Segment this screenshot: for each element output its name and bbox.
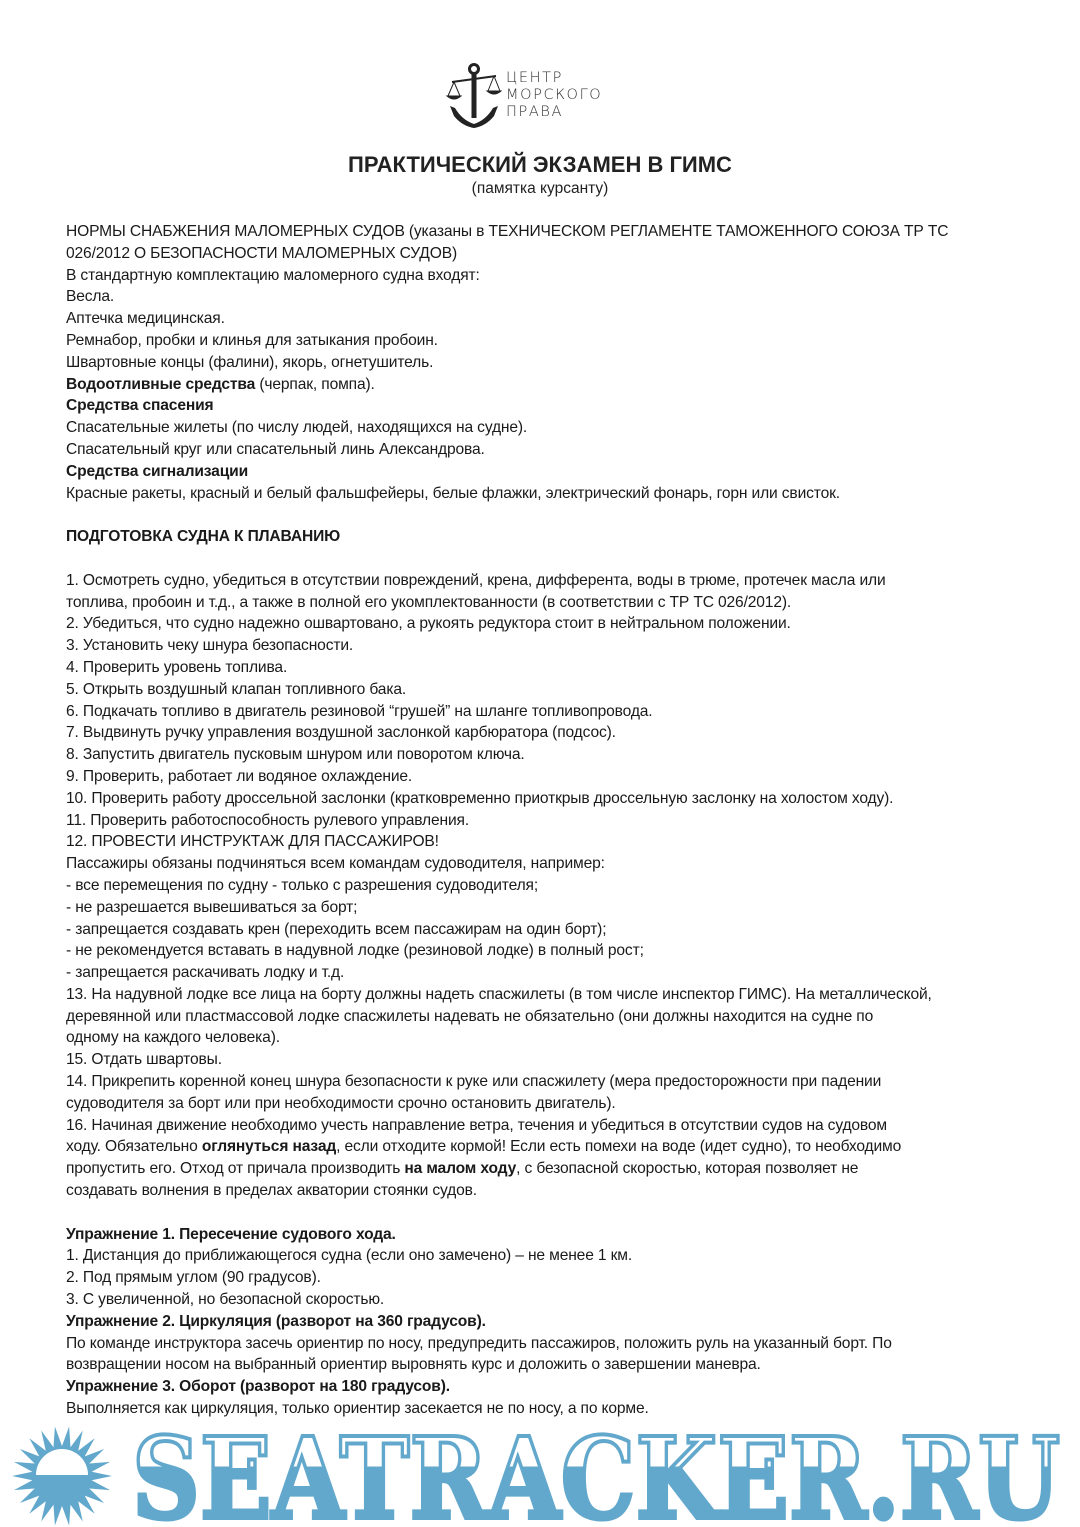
- logo-line: ПРАВА: [506, 104, 563, 120]
- text-line: [66, 526, 1026, 548]
- text-line: [66, 286, 1026, 308]
- bold-text: ПОДГОТОВКА СУДНА К ПЛАВАНИЮ: [66, 528, 341, 546]
- anchor-scales-icon: [446, 62, 502, 128]
- text-line: [66, 330, 1026, 352]
- text: 3. С увеличенной, но безопасной скоростью.: [66, 1291, 385, 1309]
- text: - запрещается раскачивать лодку и т.д.: [66, 964, 345, 982]
- text: 3. Установить чеку шнура безопасности.: [66, 637, 354, 655]
- text-line: [66, 679, 1026, 701]
- text: 11. Проверить работоспособность рулевого управления.: [66, 811, 470, 829]
- text-line: [66, 1354, 1026, 1376]
- text-line: [66, 919, 1026, 941]
- text: , если отходите кормой! Если есть помехи на воде (идет судно), то необходимо: [336, 1138, 902, 1156]
- text-line: [66, 439, 1026, 461]
- text: топлива, пробоин и т.д., а также в полной его укомплектованности (в соответствии с ТР ТС 026/2012).: [66, 593, 792, 611]
- text-line: [66, 1376, 1026, 1398]
- blank-line: [66, 548, 1026, 570]
- text-line: [66, 940, 1026, 962]
- text-line: [66, 1180, 1026, 1202]
- text-line: [66, 1224, 1026, 1246]
- text-line: [66, 374, 1026, 396]
- text-line: [66, 417, 1026, 439]
- text: 1. Осмотреть судно, убедиться в отсутствии повреждений, крена, дифферента, воды в трюме, протечек масла или: [66, 571, 886, 589]
- text: НОРМЫ СНАБЖЕНИЯ МАЛОМЕРНЫХ СУДОВ (указаны в ТЕХНИЧЕСКОМ РЕГЛАМЕНТЕ ТАМОЖЕННОГО СОЮЗА ТР ТС: [66, 223, 949, 240]
- text-line: [66, 265, 1026, 287]
- text: 4. Проверить уровень топлива.: [66, 658, 288, 676]
- logo-line: МОРСКОГО: [506, 87, 603, 103]
- bold-text: на малом ходу: [404, 1160, 517, 1178]
- watermark-text: SEATRACKER.RU: [132, 1424, 1060, 1527]
- text: - не разрешается вывешиваться за борт;: [66, 898, 358, 916]
- text: - запрещается создавать крен (переходить всем пассажирам на один борт);: [66, 920, 607, 938]
- text: 1. Дистанция до приближающегося судна (если оно замечено) – не менее 1 км.: [66, 1247, 633, 1265]
- text-line: [66, 570, 1026, 592]
- bold-text: оглянуться назад: [201, 1138, 337, 1156]
- text-line: [66, 613, 1026, 635]
- text: 8. Запустить двигатель пусковым шнуром или поворотом ключа.: [66, 746, 525, 764]
- sun-icon: [12, 1427, 112, 1526]
- text-line: [66, 788, 1026, 810]
- text-line: [66, 635, 1026, 657]
- bold-text: Средства сигнализации: [66, 462, 249, 480]
- text: Пассажиры обязаны подчиняться всем командам судоводителя, например:: [66, 855, 605, 873]
- text-line: [66, 984, 1026, 1006]
- text: , с безопасной скоростью, которая позволяет не: [516, 1160, 859, 1178]
- text-line: [66, 1071, 1026, 1093]
- text-line: [66, 1093, 1026, 1115]
- bold-text: Водоотливные средства: [66, 375, 256, 393]
- page-title: ПРАКТИЧЕСКИЙ ЭКЗАМЕН В ГИМС: [348, 152, 732, 177]
- bold-text: Упражнение 2. Циркуляция (разворот на 360 градусов).: [66, 1312, 486, 1330]
- text-line: [66, 962, 1026, 984]
- text: ходу. Обязательно: [66, 1138, 202, 1156]
- text: одному на каждого человека).: [66, 1029, 280, 1047]
- text-line: [66, 1398, 1026, 1420]
- text: - все перемещения по судну - только с разрешения судоводителя;: [66, 876, 538, 894]
- text: 2. Под прямым углом (90 градусов).: [66, 1269, 321, 1287]
- text-line: [66, 853, 1026, 875]
- text: По команде инструктора засечь ориентир по носу, предупредить пассажиров, положить руль на указанный борт. По: [66, 1334, 892, 1352]
- text: 16. Начиная движение необходимо учесть направление ветра, течения и убедиться в отсутствии судов на судовом: [66, 1116, 887, 1134]
- page-subtitle: (памятка курсанту): [471, 180, 609, 197]
- blank-line: [66, 504, 1026, 526]
- text-line: [66, 810, 1026, 832]
- text: (черпак, помпа).: [255, 375, 375, 393]
- logo-text: [506, 70, 602, 121]
- text: Спасательные жилеты (по числу людей, находящихся на судне).: [66, 419, 528, 437]
- bold-text: Средства спасения: [66, 397, 214, 415]
- text-line: [66, 461, 1026, 483]
- text-line: [66, 483, 1026, 505]
- text: Аптечка медицинская.: [66, 310, 225, 328]
- sun-half-disc: [36, 1449, 88, 1475]
- document-body: [66, 221, 1026, 1420]
- text-line: [66, 722, 1026, 744]
- text: Швартовные концы (фалини), якорь, огнетушитель.: [66, 353, 434, 371]
- text-line: [66, 875, 1026, 897]
- text: Выполняется как циркуляция, только ориентир засекается не по носу, а по корме.: [66, 1400, 649, 1418]
- bold-text: Упражнение 1. Пересечение судового хода.: [66, 1225, 396, 1243]
- text-line: [66, 897, 1026, 919]
- text-line: [66, 1049, 1026, 1071]
- text: возвращении носом на выбранный ориентир выровнять курс и доложить о завершении маневра.: [66, 1356, 761, 1374]
- text-line: [66, 1333, 1026, 1355]
- text: Весла.: [66, 288, 115, 306]
- text-line: [66, 243, 1026, 265]
- text-line: [66, 395, 1026, 417]
- logo: [446, 62, 636, 128]
- text: 5. Открыть воздушный клапан топливного бака.: [66, 680, 407, 698]
- text-line: [66, 831, 1026, 853]
- text-line: [66, 1027, 1026, 1049]
- text-line: [66, 744, 1026, 766]
- text-line: [66, 221, 1026, 243]
- text-line: [66, 592, 1026, 614]
- text-line: [66, 1136, 1026, 1158]
- text: Спасательный круг или спасательный линь Александрова.: [66, 440, 485, 458]
- text-line: [66, 308, 1026, 330]
- text: создавать волнения в пределах акватории стоянки судов.: [66, 1182, 477, 1200]
- text: 10. Проверить работу дроссельной заслонки (кратковременно приоткрыв дроссельную заслонку на холостом ходу).: [66, 789, 894, 807]
- text: 2. Убедиться, что судно надежно ошвартовано, а рукоять редуктора стоит в нейтральном положении.: [66, 615, 791, 633]
- text: Ремнабор, пробки и клинья для затыкания пробоин.: [66, 331, 438, 349]
- text: 12. ПРОВЕСТИ ИНСТРУКТАЖ ДЛЯ ПАССАЖИРОВ!: [66, 833, 439, 851]
- text-line: [66, 657, 1026, 679]
- text: пропустить его. Отход от причала производить: [66, 1160, 405, 1178]
- text-line: [66, 1311, 1026, 1333]
- bold-text: Упражнение 3. Оборот (разворот на 180 градусов).: [66, 1378, 450, 1396]
- text: В стандартную комплектацию маломерного судна входят:: [66, 266, 480, 284]
- blank-line: [66, 1202, 1026, 1224]
- text: 026/2012 О БЕЗОПАСНОСТИ МАЛОМЕРНЫХ СУДОВ): [66, 244, 457, 262]
- text-line: [66, 1006, 1026, 1028]
- text: - не рекомендуется вставать в надувной лодке (резиновой лодке) в полный рост;: [66, 942, 644, 960]
- logo-line: ЦЕНТР: [506, 70, 563, 86]
- text-line: [66, 1115, 1026, 1137]
- text: 7. Выдвинуть ручку управления воздушной заслонкой карбюратора (подсос).: [66, 724, 616, 742]
- text: судоводителя за борт или при необходимости срочно остановить двигатель).: [66, 1094, 616, 1112]
- sun-rays: [12, 1427, 112, 1526]
- text: 15. Отдать швартовы.: [66, 1051, 222, 1069]
- text: 14. Прикрепить коренной конец шнура безопасности к руке или спасжилету (мера предосторожности при падении: [66, 1073, 882, 1091]
- text: Красные ракеты, красный и белый фальшфейеры, белые флажки, электрический фонарь, горн или свисток.: [66, 484, 840, 502]
- text-line: [66, 1289, 1026, 1311]
- text-line: [66, 1245, 1026, 1267]
- text: 13. На надувной лодке все лица на борту должны надеть спасжилеты (в том числе инспектор ГИМС). На металлической,: [66, 985, 932, 1003]
- text-line: [66, 1267, 1026, 1289]
- text-line: [66, 701, 1026, 723]
- text-line: [66, 1158, 1026, 1180]
- watermark: [0, 1424, 1080, 1527]
- text: 6. Подкачать топливо в двигатель резиновой “грушей” на шланге топливопровода.: [66, 702, 653, 720]
- text-line: [66, 352, 1026, 374]
- text-line: [66, 766, 1026, 788]
- text: деревянной или пластмассовой лодке спасжилеты надевать не обязательно (они должны находится на судне по: [66, 1007, 874, 1025]
- text: 9. Проверить, работает ли водяное охлаждение.: [66, 767, 413, 785]
